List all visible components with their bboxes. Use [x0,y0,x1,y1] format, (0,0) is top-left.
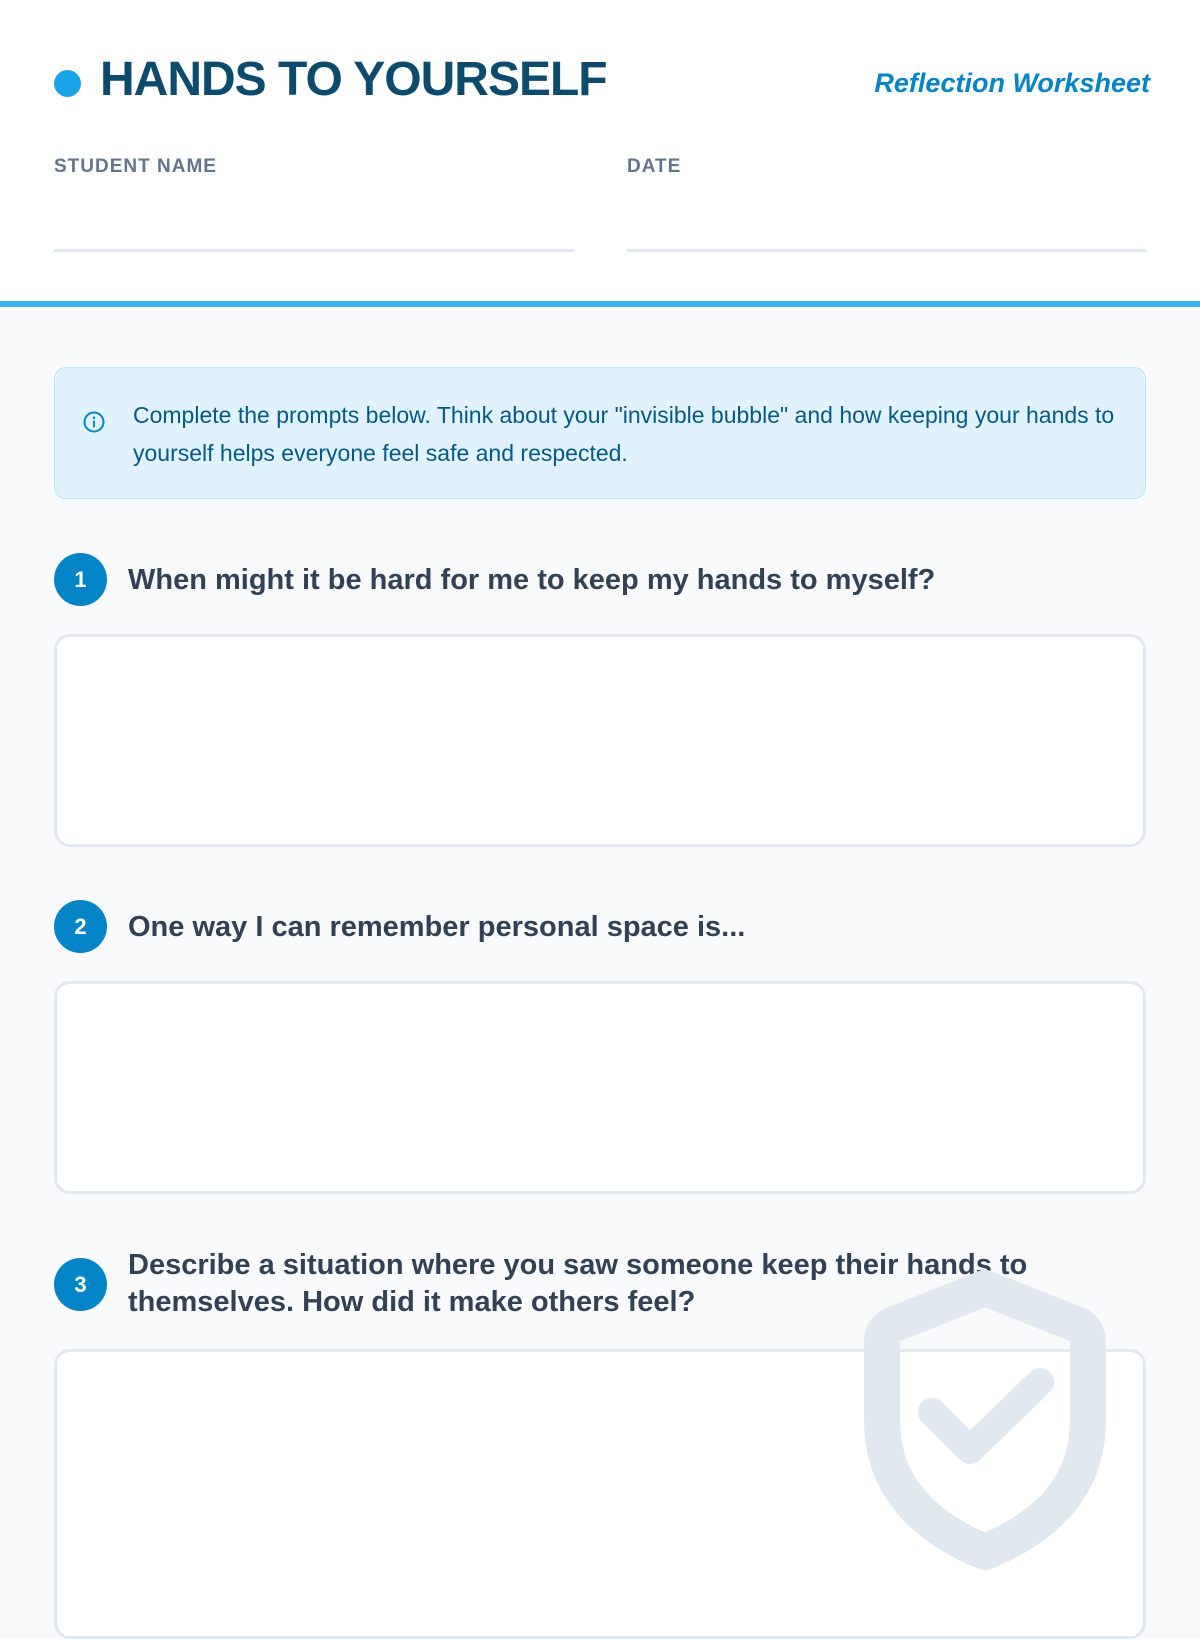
instructions-box [54,367,1146,499]
title-bullet-icon [54,70,81,97]
date-label: DATE [627,156,682,177]
question-prompt: Describe a situation where you saw someone keep their hands to themselves. How did it make others feel? [128,1249,1028,1318]
worksheet-type-label: Reflection Worksheet [874,68,1150,98]
shield-check-icon [860,1270,1110,1570]
question-prompt: When might it be hard for me to keep my hands to myself? [128,564,936,596]
question-number-badge: 3 [54,1258,107,1311]
date-field[interactable] [627,249,1147,252]
student-name-field[interactable] [54,249,574,252]
worksheet-header [0,0,1200,307]
student-name-label: STUDENT NAME [54,156,217,177]
question-number-badge: 1 [54,553,107,606]
answer-box[interactable] [54,634,1146,847]
question-prompt: One way I can remember personal space is... [128,911,746,943]
instructions-text: Complete the prompts below. Think about your "invisible bubble" and how keeping your hands to yourself helps everyone feel safe and respected. [133,402,1115,466]
answer-box[interactable] [54,981,1146,1194]
page-title: HANDS TO YOURSELF [100,53,607,106]
info-circle-icon [82,410,106,434]
question-number-badge: 2 [54,900,107,953]
